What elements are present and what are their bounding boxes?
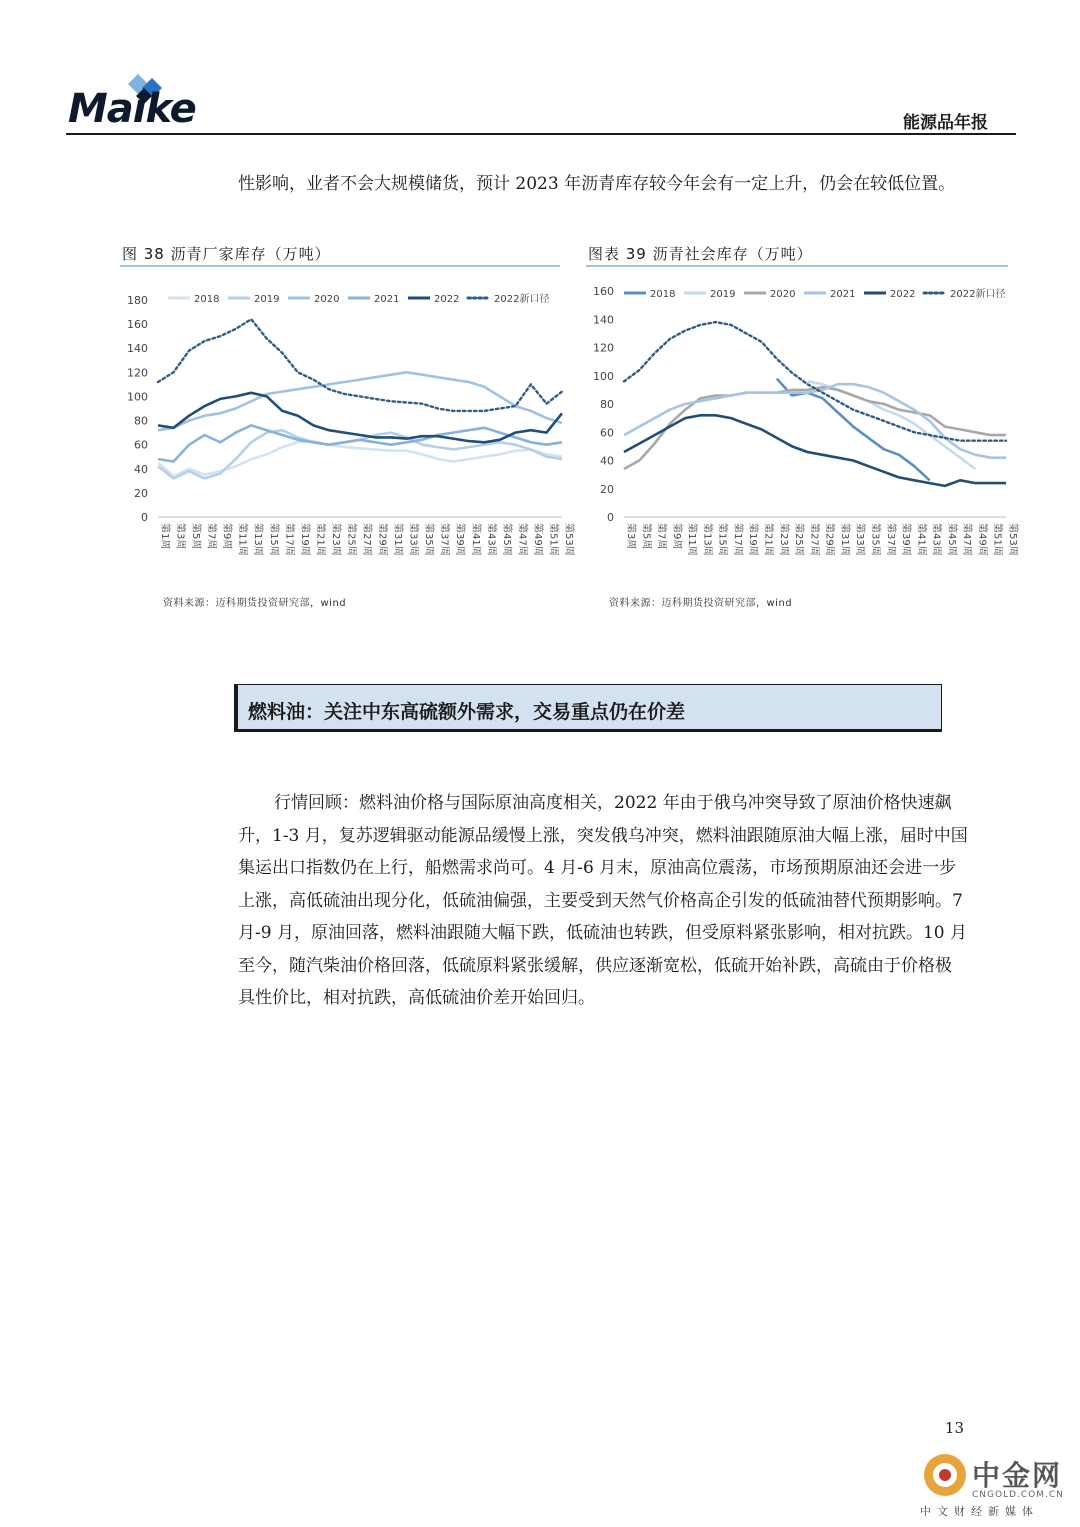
logo-wordmark: Maike: [68, 86, 196, 132]
x-tick-label: 第5周: [190, 523, 202, 550]
x-tick-label: 第49周: [531, 523, 543, 556]
chart-social-inventory: [584, 272, 1016, 590]
x-tick-label: 第9周: [670, 523, 682, 550]
x-tick-label: 第5周: [640, 523, 652, 550]
x-tick-label: 第53周: [563, 523, 574, 556]
figure-39-rule: [586, 265, 1008, 267]
series-line-2020: [624, 387, 1006, 469]
x-tick-label: 第1周: [159, 523, 170, 550]
x-tick-label: 第7周: [205, 523, 217, 550]
header-divider: [66, 133, 1016, 135]
x-tick-label: 第15周: [716, 523, 728, 556]
legend-label: 2022新口径: [950, 289, 1006, 300]
legend-label: 2021: [830, 289, 856, 300]
x-tick-label: 第25周: [793, 523, 805, 556]
x-tick-label: 第3周: [174, 523, 186, 550]
x-tick-label: 第33周: [407, 523, 419, 556]
legend-label: 2018: [194, 294, 220, 305]
watermark-slogan: 中文财经新媒体: [920, 1505, 1039, 1518]
x-tick-label: 第31周: [838, 523, 850, 556]
x-tick-label: 第37周: [438, 523, 450, 556]
legend-label: 2021: [374, 294, 400, 305]
x-tick-label: 第21周: [762, 523, 774, 556]
series-line-2020: [158, 372, 562, 430]
x-tick-label: 第11周: [686, 523, 698, 556]
figure-38-rule: [120, 265, 560, 267]
intro-paragraph: 性影响，业者不会大规模储货，预计 2023 年沥青库存较今年会有一定上升，仍会在较低位置。: [238, 174, 956, 194]
figure-39-source: 资料来源：迈科期货投资研究部，wind: [609, 598, 793, 609]
y-tick-label: 60: [600, 426, 614, 440]
figure-39-title: 图表 39 沥青社会库存（万吨）: [588, 245, 813, 263]
y-tick-label: 180: [127, 294, 148, 307]
x-tick-label: 第19周: [298, 523, 310, 556]
legend-label: 2022新口径: [494, 294, 550, 305]
x-tick-label: 第9周: [221, 523, 233, 550]
x-tick-label: 第45周: [500, 523, 512, 556]
y-tick-label: 160: [127, 318, 148, 332]
x-tick-label: 第29周: [823, 523, 835, 556]
y-tick-label: 140: [127, 342, 148, 356]
x-tick-label: 第15周: [267, 523, 279, 556]
x-tick-label: 第17周: [283, 523, 295, 556]
y-tick-label: 20: [600, 482, 614, 496]
x-tick-label: 第27周: [808, 523, 820, 556]
y-tick-label: 40: [134, 462, 148, 476]
x-tick-label: 第41周: [915, 523, 927, 556]
y-tick-label: 80: [134, 414, 148, 428]
legend-label: 2019: [710, 289, 736, 300]
x-tick-label: 第13周: [701, 523, 713, 556]
x-tick-label: 第27周: [361, 523, 372, 556]
x-tick-label: 第37周: [884, 523, 896, 556]
x-tick-label: 第17周: [731, 523, 743, 556]
y-tick-label: 120: [593, 341, 614, 355]
x-tick-label: 第35周: [423, 523, 435, 556]
legend-label: 2022: [890, 289, 916, 300]
y-tick-label: 120: [127, 366, 148, 380]
y-tick-label: 80: [600, 398, 614, 411]
x-tick-label: 第41周: [469, 523, 481, 556]
watermark-domain: CNGOLD.COM.CN: [972, 1490, 1064, 1500]
header-title: 能源品年报: [903, 113, 988, 133]
figure-38-title: 图 38 沥青厂家库存（万吨）: [122, 245, 331, 263]
x-tick-label: 第43周: [930, 523, 942, 556]
x-tick-label: 第23周: [329, 523, 341, 556]
x-tick-label: 第47周: [516, 523, 528, 556]
legend-label: 2022: [434, 294, 460, 305]
x-tick-label: 第47周: [961, 523, 973, 556]
watermark-name: 中金网: [972, 1459, 1063, 1492]
series-line-2018: [158, 441, 562, 476]
y-tick-label: 0: [607, 511, 614, 524]
legend-label: 2019: [254, 294, 280, 305]
x-tick-label: 第39周: [454, 523, 466, 556]
chart-factory-inventory: [118, 272, 574, 590]
x-tick-label: 第49周: [976, 523, 988, 556]
x-tick-label: 第29周: [376, 523, 388, 556]
y-tick-label: 140: [593, 313, 614, 327]
legend-label: 2020: [314, 294, 340, 305]
y-tick-label: 160: [593, 285, 614, 298]
figure-38-source: 资料来源：迈科期货投资研究部，wind: [163, 598, 347, 609]
x-tick-label: 第53周: [1007, 523, 1018, 556]
section-title: 燃料油：关注中东高硫额外需求，交易重点仍在价差: [248, 701, 686, 723]
x-tick-label: 第7周: [655, 523, 667, 550]
x-tick-label: 第13周: [252, 523, 264, 556]
x-tick-label: 第51周: [547, 523, 559, 556]
x-tick-label: 第23周: [777, 523, 789, 556]
y-tick-label: 0: [141, 511, 148, 524]
y-tick-label: 20: [134, 486, 148, 500]
x-tick-label: 第39周: [900, 523, 912, 556]
legend-label: 2018: [650, 289, 676, 300]
series-line-2022新口径: [624, 322, 1006, 441]
watermark-logo-icon: [922, 1452, 968, 1498]
y-tick-label: 100: [593, 369, 614, 383]
x-tick-label: 第43周: [485, 523, 497, 556]
legend-label: 2020: [770, 289, 796, 300]
x-tick-label: 第35周: [869, 523, 881, 556]
x-tick-label: 第33周: [854, 523, 866, 556]
x-tick-label: 第19周: [747, 523, 759, 556]
x-tick-label: 第21周: [314, 523, 326, 556]
x-tick-label: 第31周: [392, 523, 404, 556]
x-tick-label: 第45周: [945, 523, 957, 556]
page-number: 13: [944, 1419, 964, 1437]
y-tick-label: 100: [127, 390, 148, 404]
x-tick-label: 第25周: [345, 523, 357, 556]
series-line-2022: [158, 393, 562, 443]
market-review-paragraph: 行情回顾：燃料油价格与国际原油高度相关，2022 年由于俄乌冲突导致了原油价格快速飙升，1-3 月，复苏逻辑驱动能源品缓慢上涨，突发俄乌冲突，燃料油跟随原油大幅上涨，届时中国集运出口指数仍在上行，船燃需求尚可。4 月-6 月末，原油高位震荡，市场预期原油还会进一步上涨，高低硫油出现分化，低硫油偏强，主要受到天然气价格高企引发的低硫油替代预期影响。7 月-9 月，原油回落，燃料油跟随大幅下跌，低硫油也转跌，但受原料紧张影响，相对抗跌。10 月至今，随汽柴油价格回落，低硫原料紧张缓解，供应逐渐宽松，低硫开始补跌，高硫由于价格极具性价比，相对抗跌，高低硫油价差开始回归。: [238, 793, 968, 1008]
y-tick-label: 40: [600, 454, 614, 468]
y-tick-label: 60: [134, 438, 148, 452]
x-tick-label: 第51周: [991, 523, 1003, 556]
x-tick-label: 第11周: [236, 523, 248, 556]
x-tick-label: 第3周: [625, 523, 636, 550]
